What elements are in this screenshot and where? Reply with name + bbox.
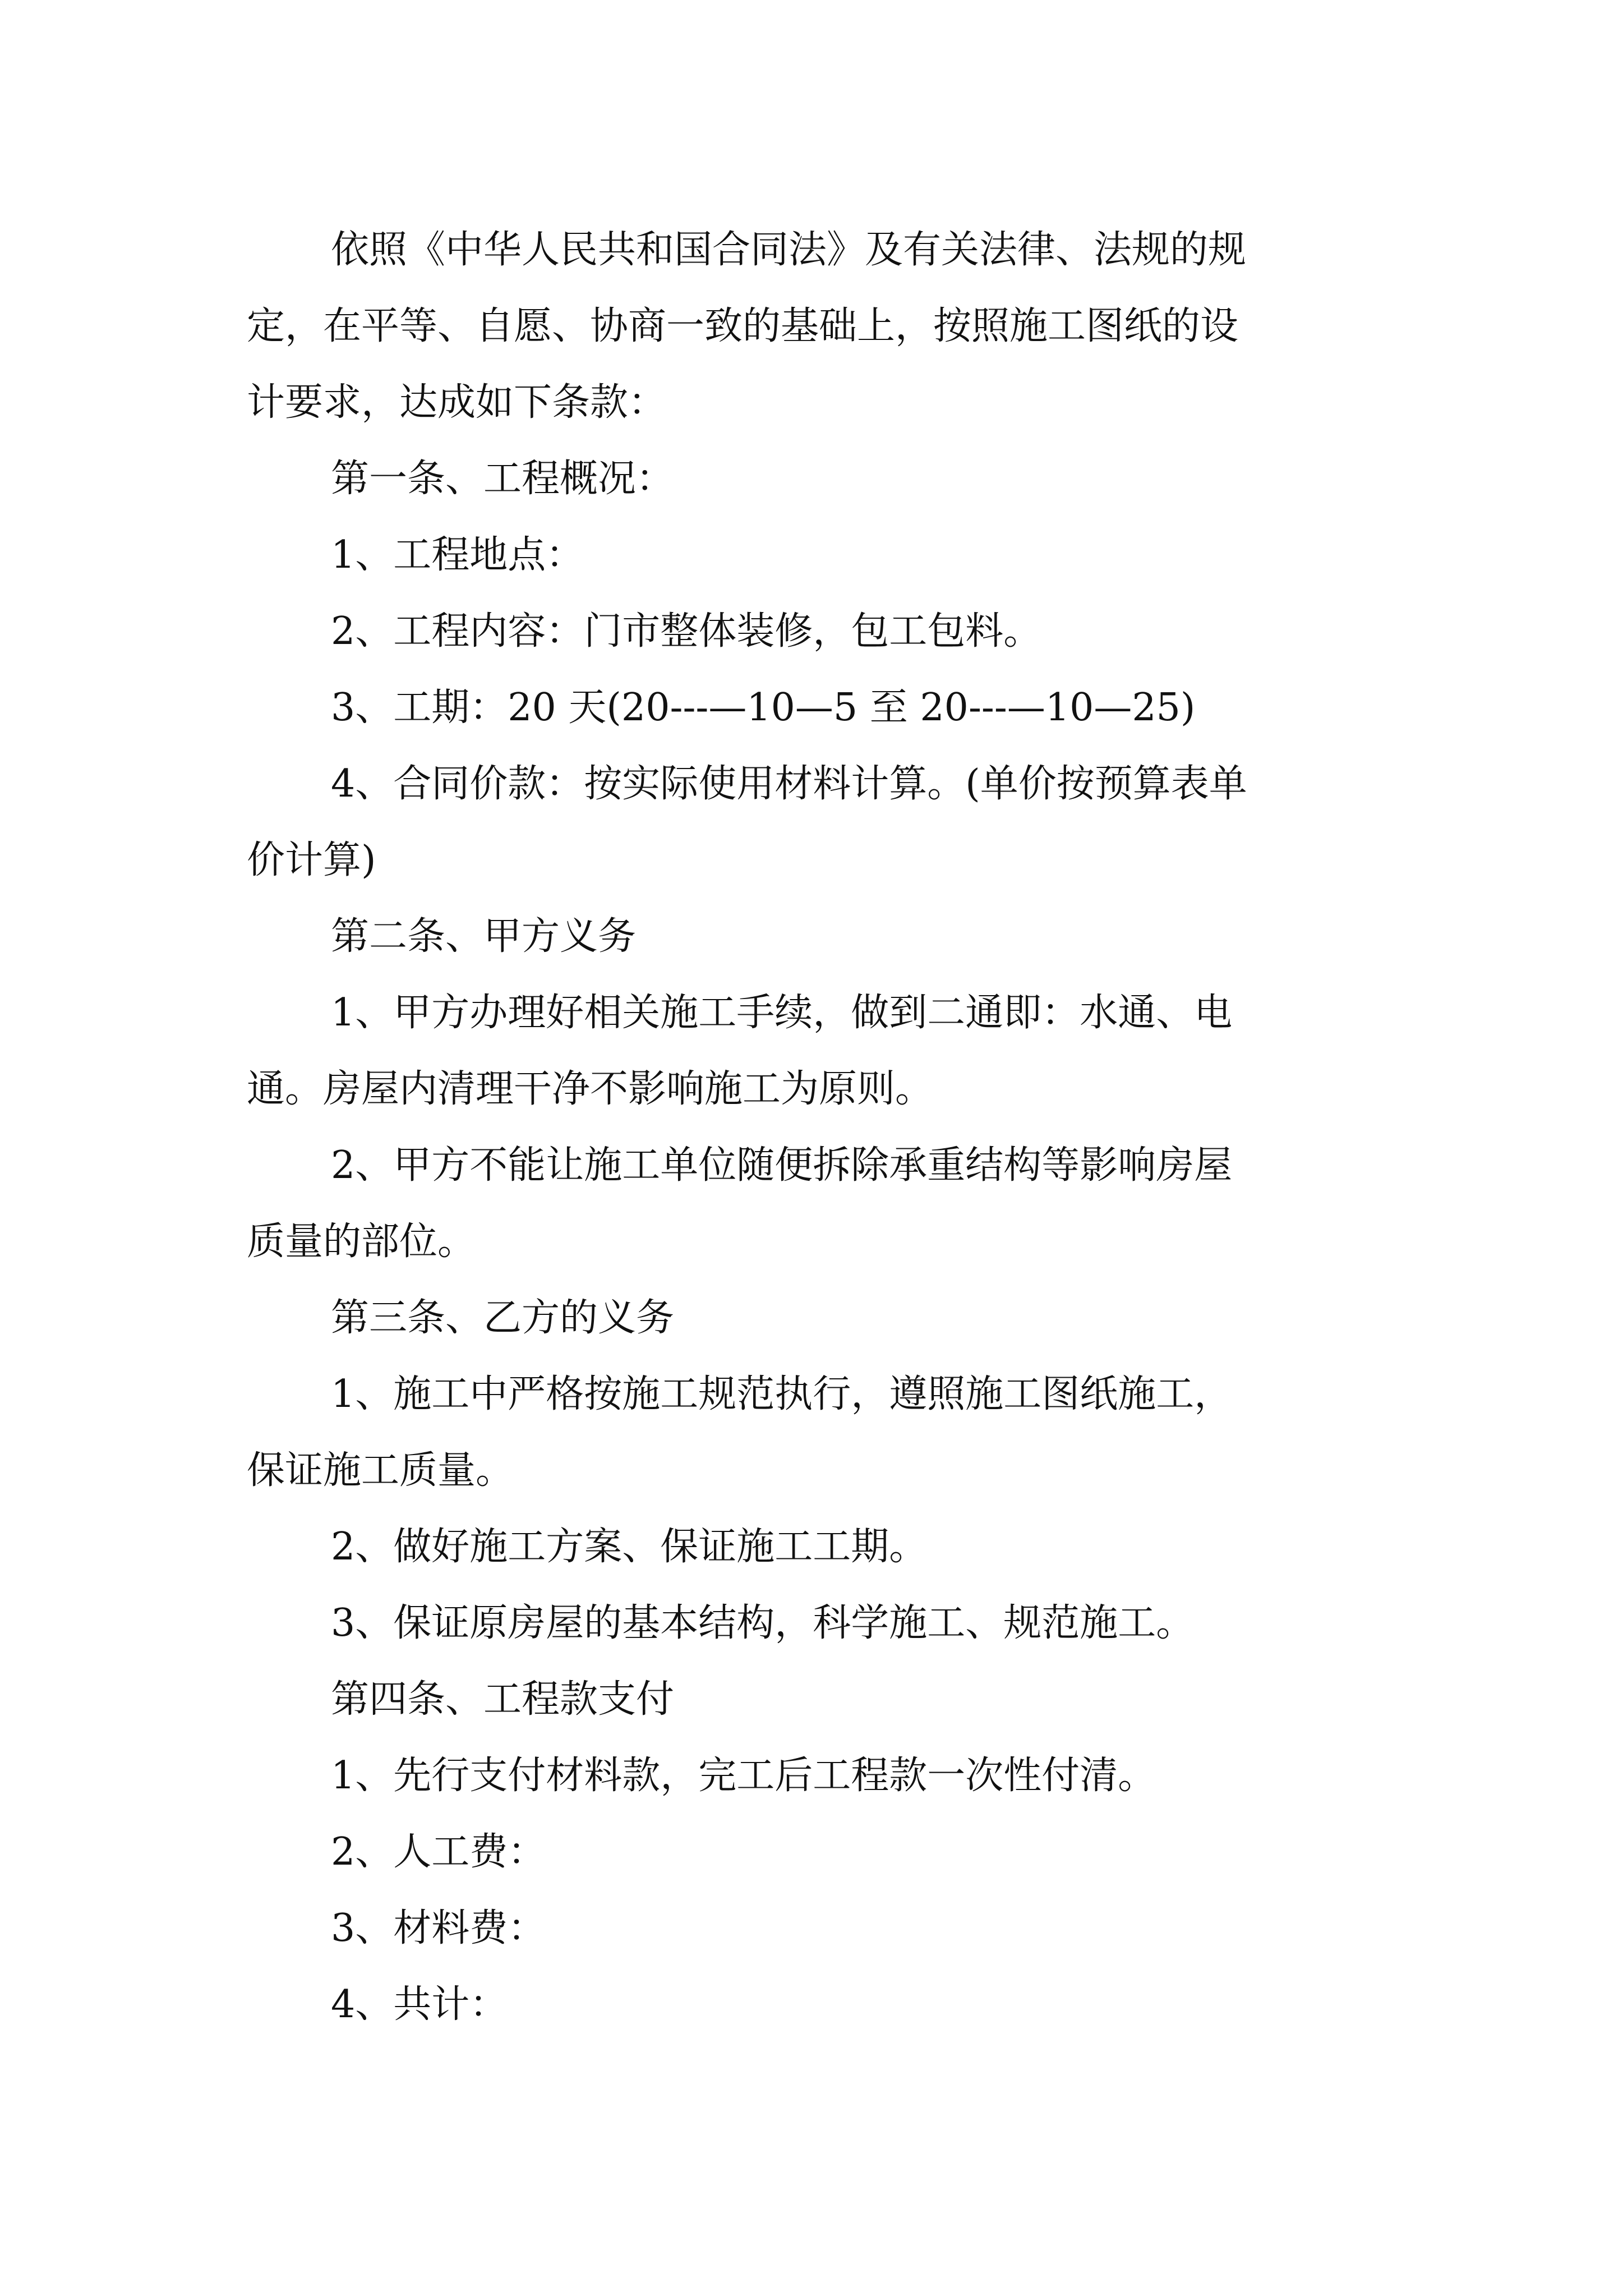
text-line: 定，在平等、自愿、协商一致的基础上，按照施工图纸的设 — [247, 304, 1239, 348]
text-line: 1、工程地点： — [331, 533, 584, 577]
section-heading-4: 第四条、工程款支付 — [331, 1677, 675, 1722]
text-line: 1、先行支付材料款，完工后工程款一次性付清。 — [331, 1754, 1156, 1798]
text-line: 1、施工中严格按施工规范执行，遵照施工图纸施工， — [331, 1372, 1233, 1416]
text-line: 3、保证原房屋的基本结构，科学施工、规范施工。 — [331, 1601, 1195, 1645]
text-line: 保证施工质量。 — [247, 1448, 514, 1493]
text-line: 价计算) — [247, 838, 376, 882]
text-line: 3、材料费： — [331, 1906, 546, 1950]
text-line: 4、合同价款：按实际使用材料计算。(单价按预算表单 — [331, 762, 1247, 806]
text-line: 依照《中华人民共和国合同法》及有关法律、法规的规 — [331, 228, 1247, 272]
section-heading-3: 第三条、乙方的义务 — [331, 1296, 675, 1340]
text-line: 1、甲方办理好相关施工手续，做到二通即：水通、电 — [331, 991, 1233, 1035]
text-line: 2、人工费： — [331, 1830, 546, 1874]
document-body — [247, 212, 1391, 2043]
section-heading-2: 第二条、甲方义务 — [331, 914, 637, 959]
text-line: 2、工程内容：门市整体装修，包工包料。 — [331, 609, 1042, 654]
text-line: 质量的部位。 — [247, 1220, 476, 1264]
text-line: 2、做好施工方案、保证施工工期。 — [331, 1525, 928, 1569]
text-line: 4、共计： — [331, 1982, 508, 2027]
text-line: 2、甲方不能让施工单位随便拆除承重结构等影响房屋 — [331, 1143, 1233, 1188]
text-line: 3、工期：20 天(20---—10—5 至 20---—10—25) — [331, 685, 1196, 730]
section-heading-1: 第一条、工程概况： — [331, 457, 675, 501]
text-line: 通。房屋内清理干净不影响施工为原则。 — [247, 1067, 934, 1111]
text-line: 计要求，达成如下条款： — [247, 380, 667, 425]
